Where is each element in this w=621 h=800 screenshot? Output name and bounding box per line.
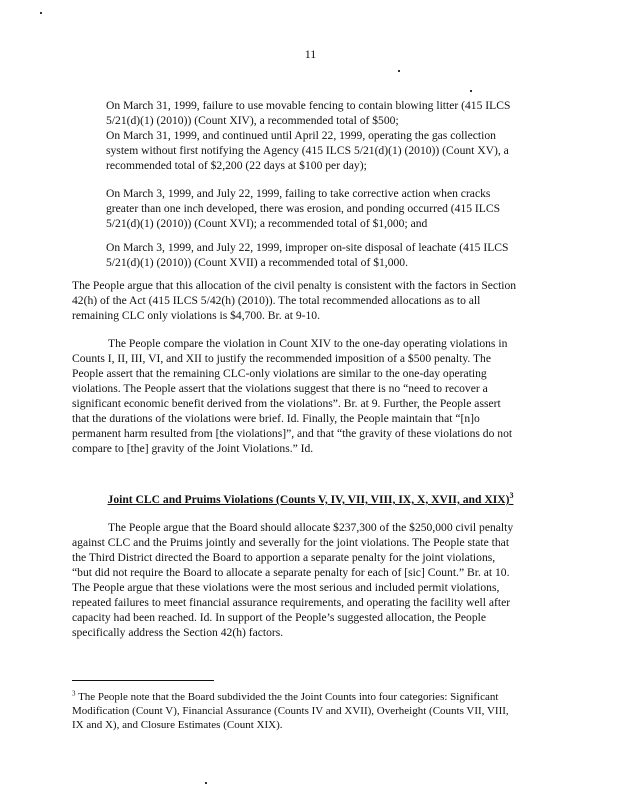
scan-speck bbox=[40, 12, 42, 14]
footnote-text: The People note that the Board subdivided the the Joint Counts into four categories: Significant Modification (Count V), Financial Assurance (Counts IV and XVII), Overheight (Counts VII, VIII, IX and X), and Closure Estimates (Count XIX). bbox=[72, 691, 509, 731]
violation-item-count-xiv: On March 31, 1999, failure to use movable fencing to contain blowing litter (415 ILCS 5/21(d)(1) (2010)) (Count XIV), a recommended total of $500; bbox=[106, 99, 511, 127]
footnote-reference: 3 bbox=[509, 491, 514, 501]
violation-item-count-xvi: On March 3, 1999, and July 22, 1999, failing to take corrective action when cracks greater than one inch developed, there was erosion, and ponding occurred (415 ILCS 5/21(d)(1) (2010)) (Count XVI); a recommended total of $1,000; and bbox=[106, 187, 501, 230]
footnote-marker: 3 bbox=[72, 689, 76, 698]
section-heading bbox=[0, 492, 621, 507]
violation-item-count-xv: On March 31, 1999, and continued until April 22, 1999, operating the gas collection system without first notifying the Agency (415 ILCS 5/21(d)(1) (2010)) (Count XV), a recommended total of $2,200 (22 days at $100 per day); bbox=[106, 129, 509, 172]
paragraph-count-xiv-comparison: The People compare the violation in Count XIV to the one-day operating violations in Counts I, II, III, VI, and XII to justify the recommended imposition of a $500 penalty. The People assert that the remaining CLC-only violations are similar to the one-day operating violations. The People assert that the violations suggest that there is no “need to recover a significant economic benefit derived from the violations”. Br. at 9. Further, the People assert that the durations of the violations were brief. Id. Finally, the People maintain that “[n]o permanent harm resulted from [the violations]”, and that “the gravity of these violations do not compare to [the] gravity of the Joint Violations.” Id. bbox=[72, 337, 513, 455]
footnote-divider bbox=[72, 680, 214, 681]
scan-speck bbox=[398, 70, 400, 72]
page-number: 11 bbox=[304, 47, 317, 61]
section-heading-text: Joint CLC and Pruims Violations (Counts V, IV, VII, VIII, IX, X, XVII, and XIX) bbox=[107, 493, 510, 506]
scan-speck bbox=[470, 90, 472, 92]
scan-speck bbox=[205, 782, 207, 784]
paragraph-joint-violations: The People argue that the Board should allocate $237,300 of the $250,000 civil penalty against CLC and the Pruims jointly and severally for the joint violations. The People state that the Third District directed the Board to apportion a separate penalty for the joint violations, “but did not require the Board to allocate a separate penalty for each of [sic] Count.” Br. at 10. The People argue that these violations were the most serious and included permit violations, repeated failures to meet financial assurance requirements, and operating the facility well after capacity had been reached. Id. In support of the People’s suggested allocation, the People specifically address the Section 42(h) factors. bbox=[72, 521, 514, 639]
paragraph-allocation-summary: The People argue that this allocation of the civil penalty is consistent with the factors in Section 42(h) of the Act (415 ILCS 5/42(h) (2010)). The total recommended allocations as to all remaining CLC only violations is $4,700. Br. at 9-10. bbox=[72, 279, 517, 322]
footnote bbox=[72, 690, 518, 732]
violation-item-count-xvii: On March 3, 1999, and July 22, 1999, improper on-site disposal of leachate (415 ILCS 5/21(d)(1) (2010)) (Count XVII) a recommended total of $1,000. bbox=[106, 241, 509, 269]
